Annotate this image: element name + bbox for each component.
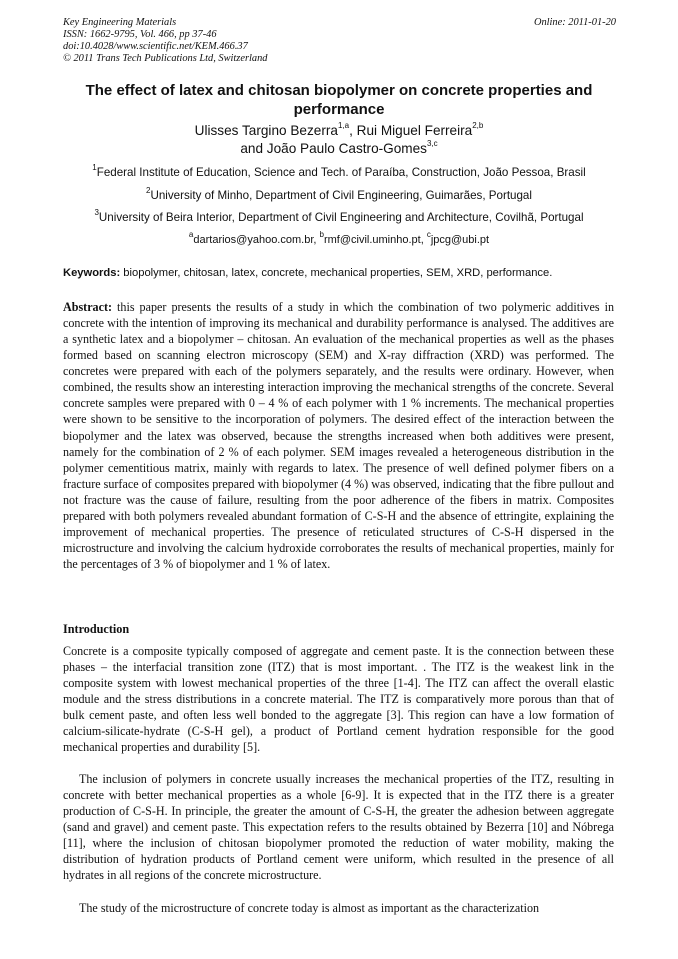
paper-title: The effect of latex and chitosan biopolymer on concrete properties and performance: [85, 82, 593, 118]
author-name: João Paulo Castro-Gomes: [266, 141, 427, 156]
author-separator: ,: [349, 123, 357, 138]
section-heading-introduction: Introduction: [63, 622, 130, 636]
online-date: Online: 2011-01-20: [533, 17, 616, 28]
author-sup: 2,b: [472, 121, 484, 131]
copyright-line: © 2011 Trans Tech Publications Ltd, Switzerland: [63, 53, 268, 64]
affiliation-2: [55, 186, 623, 203]
author-emails: [55, 230, 623, 247]
doi-line: doi:10.4028/www.scientific.net/KEM.466.37: [63, 41, 248, 52]
publication-header: [63, 17, 616, 65]
email-sup: b: [319, 230, 324, 240]
abstract-label: Abstract:: [63, 300, 113, 314]
email-sup: c: [426, 230, 431, 240]
affiliation-3: [55, 208, 623, 225]
author-list: [55, 122, 623, 158]
abstract: [63, 299, 614, 572]
issn-line: ISSN: 1662-9795, Vol. 466, pp 37-46: [63, 29, 217, 40]
keywords: [63, 266, 619, 280]
author-sup: 3,c: [426, 139, 438, 149]
author-sup: 1,a: [337, 121, 350, 131]
keywords-text: biopolymer, chitosan, latex, concrete, mechanical properties, SEM, XRD, performance.: [120, 267, 553, 279]
affiliation-number: 1: [92, 163, 97, 173]
email-address: jpcg@ubi.pt: [430, 234, 490, 246]
intro-paragraph-1: Concrete is a composite typically composed of aggregate and cement paste. It is the connection between these phases – the interfacial transition zone (ITZ) that is most important. . The ITZ is the weakest link in the composite system with lowest mechanical properties of the three [1-4]. The ITZ can affect the overall elastic module and the stress distributions in a concrete material. The ITZ is comparatively more porous than that of bulk cement paste, and often less well bonded to the aggregate [3]. This region can have a low formation of calcium-silicate-hydrate (C-S-H gel), a product of Portland cement hydration responsible for the good mechanical properties and durability [5].: [63, 644, 614, 755]
keywords-label: Keywords:: [63, 267, 121, 279]
journal-name: Key Engineering Materials: [63, 17, 177, 28]
intro-paragraph-3: The study of the microstructure of concrete today is almost as important as the characterization: [79, 901, 540, 915]
email-sup: a: [188, 230, 194, 240]
abstract-text: this paper presents the results of a study in which the combination of two polymeric additives in concrete with the intention of improving its mechanical and durability performance is analysed. The additives are a synthetic latex and a biopolymer – chitosan. An evaluation of the mechanical properties as well as the phases formed based on scanning electron microscopy (SEM) and X-ray diffraction (XRD) was performed. The concretes were prepared with each of the polymers separately, and the results were ordinary. However, when combined, the results show an interesting interaction improving the mechanical strengths of the concrete. Several concrete samples were prepared with 0 – 4 % of each polymer with 1 % increments. The mechanical properties were shown to be sensitive to the incorporation of polymers. The desired effect of the interaction between the biopolymer and the latex was observed, because the strengths increased when both additives were present, namely for the combination of 2 % of each polymer. SEM images revealed a heterogeneous distribution in the polymer cementitious matrix, mainly with regards to latex. The presence of well defined polymer fibers on a fracture surface of composites prepared with biopolymer (4 %) was observed, indicating that the fibre pullout and not fracture was the cause of failure, resulting from the poor adherence of the fibers in matrix. Composites prepared with both polymers revealed abundant formation of C-S-H and the absence of ettringite, explaining the improvement of mechanical properties. The presence of reticulated structures of C-S-H dispersed in the microstructure and involving the calcium hydroxide corroborates the results of mechanical properties, mainly for the percentages of 3 % of biopolymer and 1 % of latex.: [63, 300, 614, 571]
affiliation-number: 3: [94, 208, 99, 218]
affiliation-1: [55, 163, 623, 180]
affiliation-text: University of Minho, Department of Civil Engineering, Guimarães, Portugal: [150, 189, 532, 202]
author-name: Ulisses Targino Bezerra: [194, 123, 338, 138]
email-address: rmf@civil.uminho.pt,: [323, 234, 427, 246]
author-and: and: [240, 141, 267, 156]
affiliation-text: University of Beira Interior, Department of Civil Engineering and Architecture, Covilhã, Portugal: [98, 211, 584, 224]
email-address: dartarios@yahoo.com.br,: [193, 234, 320, 246]
author-name: Rui Miguel Ferreira: [356, 123, 473, 138]
affiliation-number: 2: [146, 186, 151, 196]
intro-paragraph-2: The inclusion of polymers in concrete usually increases the mechanical properties of the ITZ, resulting in concrete with better mechanical properties as a whole [6-9]. It is expected that in the ITZ there is a greater production of C-S-H. In principle, the greater the amount of C-S-H, the greater the adhesion between aggregate (sand and gravel) and cement paste. This expectation refers to the results obtained by Bezerra [10] and Nóbrega [11], where the inclusion of chitosan biopolymer promoted the reduction of water mobility, making the distribution of hydration products of Portland cement were uniform, which resulted in the presence of all hydrates in all regions of the concrete microstructure.: [63, 772, 614, 883]
affiliation-text: Federal Institute of Education, Science and Tech. of Paraíba, Construction, João Pessoa, Brasil: [96, 166, 586, 179]
